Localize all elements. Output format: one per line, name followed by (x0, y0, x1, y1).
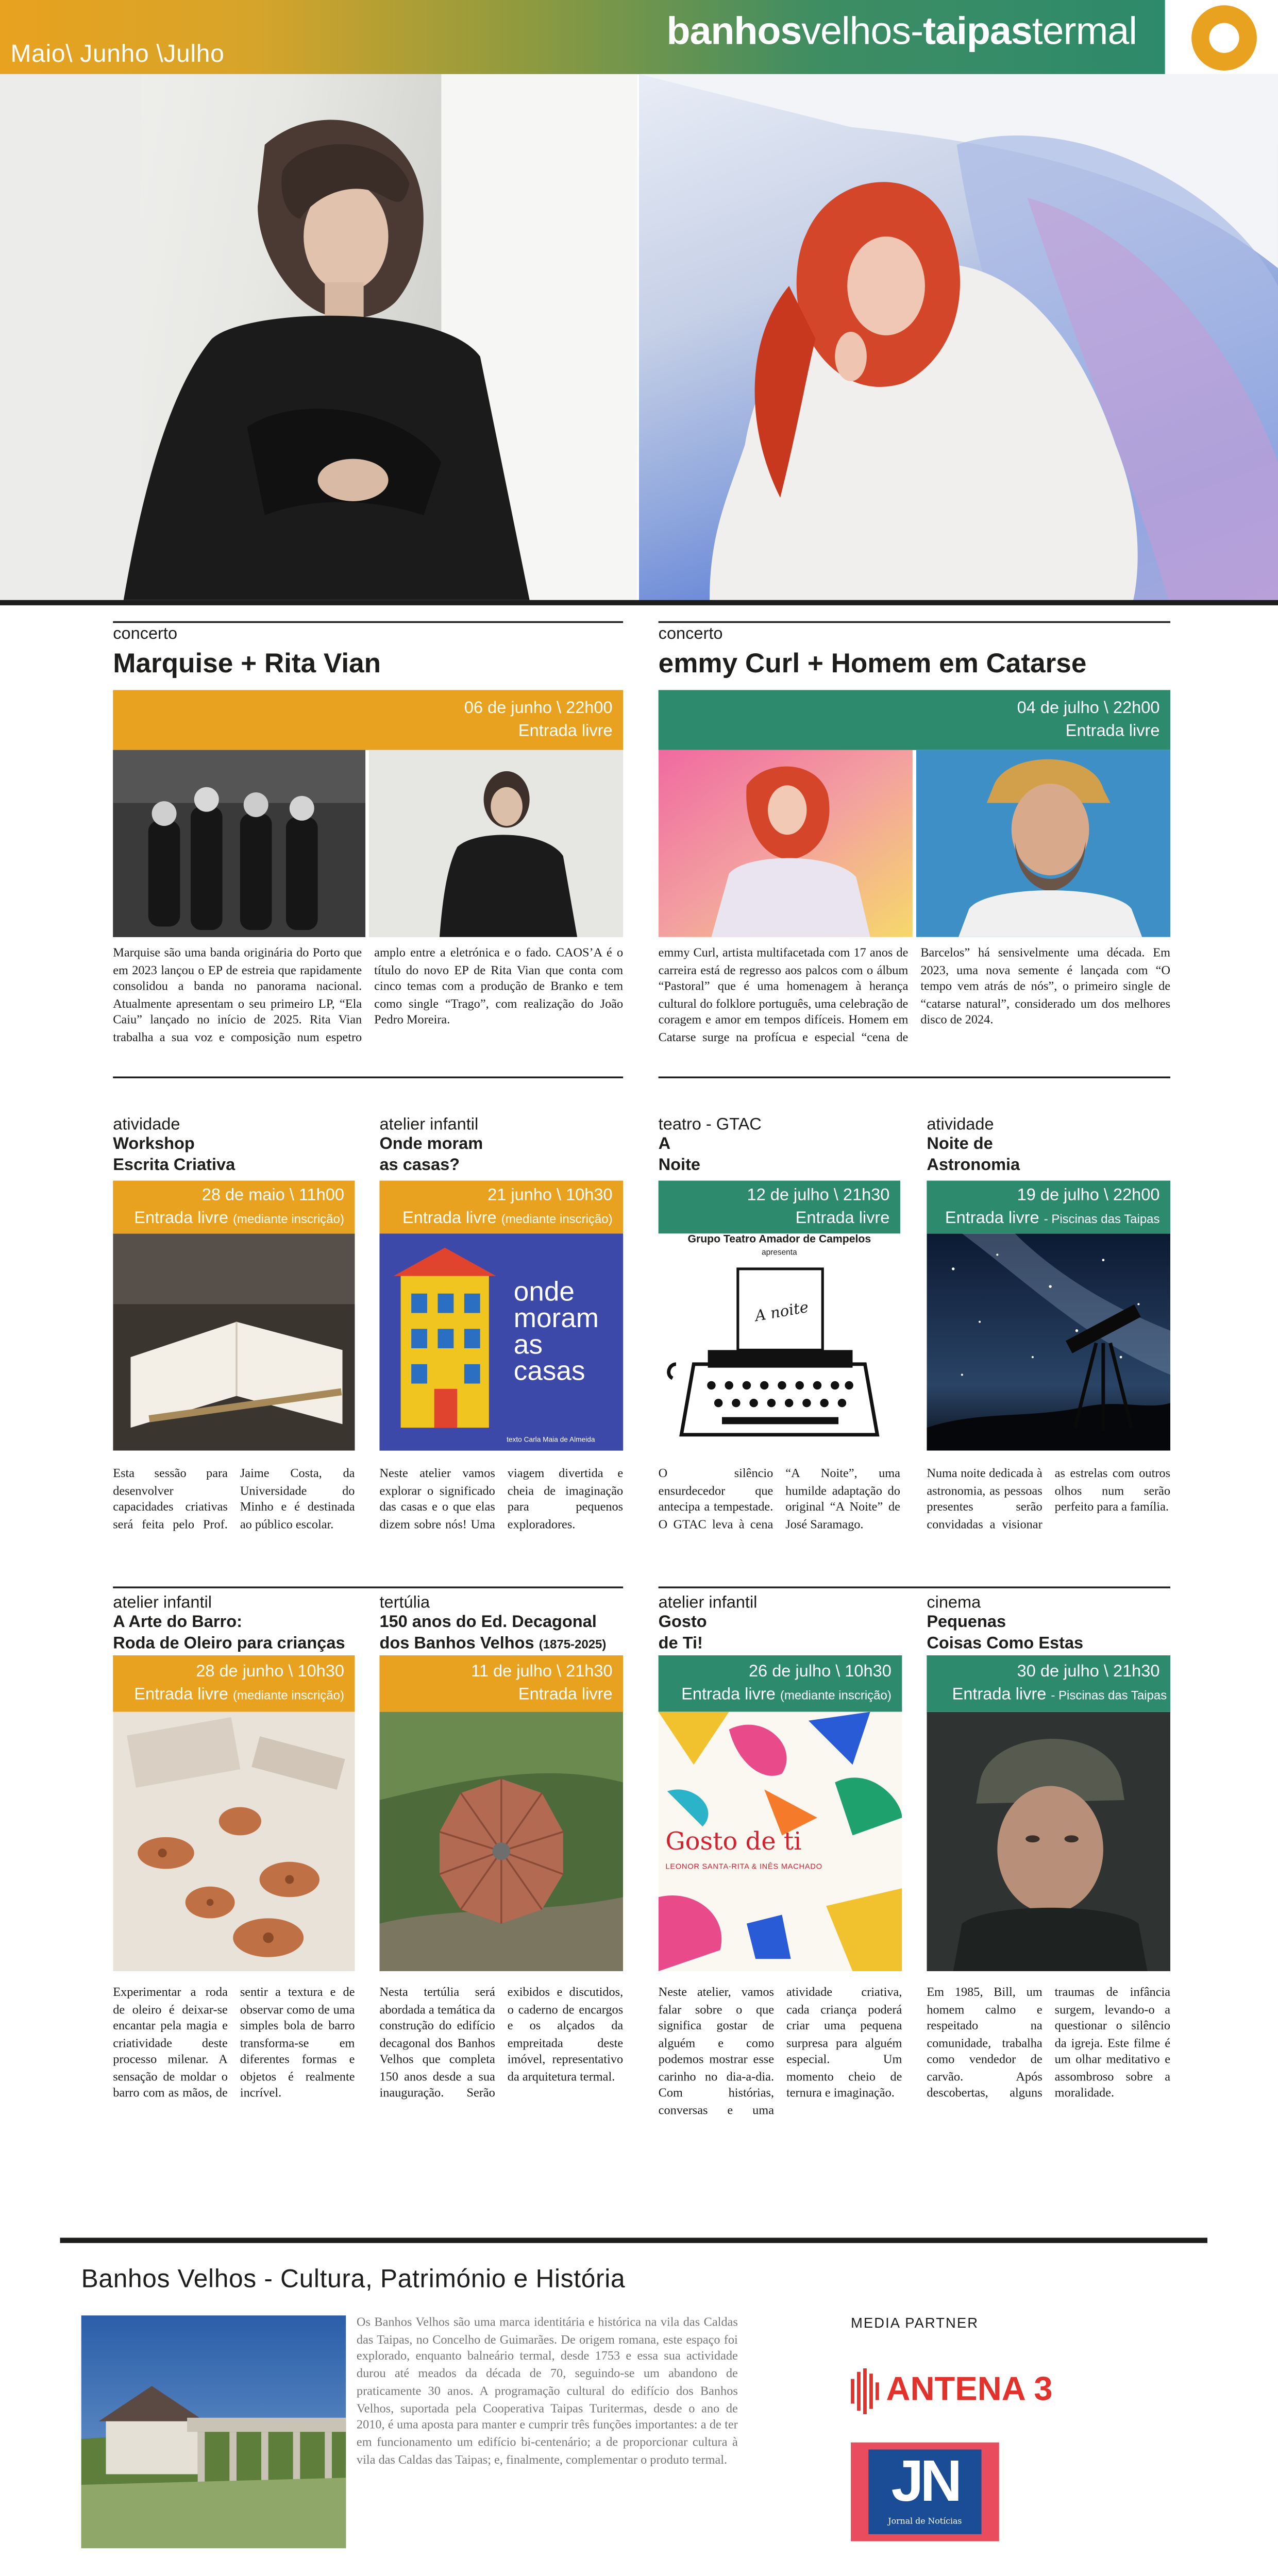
event-description: Numa noite dedicada à astronomia, as pessoas presentes serão convidadas a visionar as estrelas com outros olhos num serão perfeito para a família. (927, 1466, 1171, 1531)
concert-rule-top (113, 621, 623, 623)
book-author: texto Carla Maia de Almeida (507, 1434, 595, 1444)
event-description: Nesta tertúlia será abordada a temática da construção do edifício decagonal dos Banhos Velhos que completa 150 anos desde a sua inauguração. Serão exibidos e discutidos, o caderno de encargos e os alçados da empreitada deste imóvel, representativo da arquitetura termal. (379, 1985, 624, 2100)
event-date: 12 de julho \ 21h30 (747, 1185, 890, 1206)
event-category: atividade (927, 1115, 994, 1135)
event-date-bar (379, 1655, 623, 1712)
concert-title: emmy Curl + Homem em Catarse (658, 649, 1087, 680)
event-date: 28 de maio \ 11h00 (201, 1185, 344, 1206)
event-category: atelier infantil (658, 1594, 758, 1613)
antena3-logo: ANTENA 3 (886, 2371, 1053, 2409)
event-entry: Entrada livre (mediante inscrição) (134, 1685, 344, 1705)
concert-description: Marquise são uma banda originária do Porto que em 2023 lançou o EP de estreia que rapidamente consolidou a banda no panorama nacional. Atualmente apresentam o seu primeiro LP, “Ela Caiu” lançado no início de 2025. Rita Vian trabalha a sua voz e composição num espetro amplo entre a eletrónica e o fado. CAOS’A é o título do novo EP de Rita Vian que conta com cinco temas com a produção de Branko e tem como single “Trago”, com realização do João Pedro Moreira. (113, 946, 624, 1044)
event-title: 150 anos do Ed. Decagonal dos Banhos Velhos (1875-2025) (379, 1613, 607, 1653)
event-date-bar (379, 1181, 623, 1234)
event-title: A Noite (658, 1134, 701, 1175)
photo-night-sky-telescope (927, 1233, 1170, 1450)
poster-presents: apresenta (762, 1247, 797, 1257)
event-date: 11 de julho \ 21h30 (471, 1662, 613, 1682)
media-partner-label: MEDIA PARTNER (851, 2315, 979, 2331)
event-entry: Entrada livre (mediante inscrição) (134, 1209, 344, 1229)
jn-logo: JN Jornal de Notícias (851, 2443, 999, 2541)
event-date-bar (927, 1655, 1170, 1712)
hero-separator (0, 600, 1278, 605)
header-logo (1191, 5, 1257, 71)
photo-decagonal-building-aerial (379, 1712, 623, 1972)
event-date-bar (659, 1655, 902, 1712)
event-category: tertúlia (379, 1594, 430, 1613)
event-title: Gosto de Ti! (658, 1613, 707, 1653)
event-entry: Entrada livre (mediante inscrição) (402, 1209, 613, 1229)
book-title: Gosto de ti (665, 1828, 802, 1857)
photo-emmy-curl (659, 750, 913, 937)
photo-banhos-velhos-building (81, 2315, 346, 2548)
event-entry: Entrada livre - Piscinas das Taipas (945, 1209, 1160, 1229)
event-title: Pequenas Coisas Como Estas (927, 1613, 1084, 1653)
event-date: 19 de julho \ 22h00 (1017, 1185, 1160, 1206)
event-entry: Entrada livre (mediante inscrição) (681, 1685, 892, 1705)
event-date: 21 junho \ 10h30 (487, 1185, 613, 1206)
event-entry: Entrada livre (795, 1209, 890, 1229)
event-category: teatro - GTAC (658, 1115, 762, 1135)
footer-title: Banhos Velhos - Cultura, Património e História (81, 2266, 626, 2295)
book-cover-gosto-de-ti (659, 1712, 902, 1972)
book-cover-onde-moram (379, 1233, 623, 1450)
event-category: atelier infantil (379, 1115, 479, 1135)
book-title: onde moram as casas (513, 1277, 599, 1387)
event-category: atividade (113, 1115, 180, 1135)
event-date-bar (113, 1655, 355, 1712)
photo-homem-em-catarse (916, 750, 1170, 937)
event-title: Onde moram as casas? (379, 1134, 483, 1175)
event-description: Neste atelier vamos explorar o significado das casas e o que elas dizem sobre nós! Uma viagem divertida e cheia de imaginação para pequenos exploradores. (379, 1466, 624, 1531)
concert-category: concerto (113, 624, 178, 645)
event-date-bar (113, 1181, 355, 1234)
concert-rule-bottom (659, 1076, 1170, 1078)
event-title: A Arte do Barro: Roda de Oleiro para crianças (113, 1613, 345, 1653)
event-entry: Entrada livre - Piscinas das Taipas (952, 1685, 1167, 1705)
event-description: O silêncio ensurdecedor que antecipa a tempestade. O GTAC leva à cena “A Noite”, uma humilde adaptação do original “A Noite” de José Saramago. (658, 1466, 900, 1531)
concert-rule-bottom (113, 1076, 623, 1078)
event-category: cinema (927, 1594, 981, 1613)
photo-notebook (113, 1233, 355, 1450)
concert-title: Marquise + Rita Vian (113, 649, 381, 680)
event-date-bar (659, 1181, 900, 1234)
photo-marquise-band (113, 750, 365, 937)
row-divider (113, 1586, 623, 1588)
event-title: Workshop Escrita Criativa (113, 1134, 236, 1175)
hero-photo-emmy-curl (639, 74, 1278, 600)
photo-rita-vian (369, 750, 623, 937)
concert-date: 06 de junho \ 22h00 (464, 699, 613, 719)
book-authors: LEONOR SANTA-RITA & INÊS MACHADO (665, 1861, 822, 1871)
event-category: atelier infantil (113, 1594, 212, 1613)
footer-rule (60, 2238, 1207, 2243)
poster-title: A noite (753, 1299, 811, 1327)
concert-date-bar (659, 690, 1170, 750)
concert-category: concerto (658, 624, 723, 645)
event-description: Experimentar a roda de oleiro é deixar-se encantar pela magia e criatividade deste processo milenar. A sensação de moldar o barro com as mãos, de sentir a textura e de observar como de uma simples bola de barro transforma-se em diferentes formas e objetos é realmente incrível. (113, 1985, 355, 2100)
poster-group: Grupo Teatro Amador de Campelos (687, 1233, 871, 1246)
event-description: Em 1985, Bill, um homem calmo e respeitado na comunidade, trabalha como vendedor de carvão. Após descobertas, alguns traumas de infância surgem, levando-o a questionar o silêncio da igreja. Este filme é um olhar meditativo e assombroso sobre a moralidade. (927, 1985, 1171, 2100)
concert-entry: Entrada livre (518, 721, 613, 741)
header-months: Maio\ Junho \Julho (10, 39, 225, 67)
concert-date: 04 de julho \ 22h00 (1017, 699, 1160, 719)
event-description: Neste atelier, vamos falar sobre o que significa gostar de alguém e como podemos mostrar esse carinho no dia-a-dia. Com histórias, conversas e uma atividade criativa, cada criança poderá criar uma pequena surpresa para alguém especial. Um momento cheio de ternura e imaginação. (658, 1985, 902, 2117)
event-date: 26 de julho \ 10h30 (748, 1662, 892, 1682)
event-date: 28 de junho \ 10h30 (196, 1662, 344, 1682)
antena3-icon (851, 2368, 879, 2414)
concert-rule-top (659, 621, 1170, 623)
concert-description: emmy Curl, artista multifacetada com 17 anos de carreira está de regresso aos palcos com o álbum “Pastoral” que é uma homenagem à herança cultural do folklore português, uma celebração de coragem e amor em tempos difíceis. Homem em Catarse surge na profícua e especial “cena de Barcelos” há sensivelmente uma década. Em 2023, uma nova semente é lançada com “O tempo vem atrás de nós”, o primeiro single de “catarse natural”, considerado um dos melhores disco de 2024. (658, 946, 1171, 1044)
poster-a-noite (659, 1233, 900, 1450)
photo-cinema-still (927, 1712, 1170, 1972)
hero-photo-rita-vian (0, 74, 637, 600)
event-date-bar (927, 1181, 1170, 1234)
header-brand: banhosvelhos-taipastermal (666, 9, 1137, 53)
event-description: Esta sessão para desenvolver capacidades criativas será feita pelo Prof. Jaime Costa, da Universidade do Minho e é destinada ao público escolar. (113, 1466, 355, 1531)
footer-description: Os Banhos Velhos são uma marca identitária e histórica na vila das Caldas das Taipas, no Concelho de Guimarães. De origem romana, este espaço foi explorado, enquanto balneário termal, desde 1753 e essa sua actividade durou até meados da década de 70, seguindo-se um abandono de praticamente 30 anos. A programação cultural do edifício dos Banhos Velhos, suportada pela Cooperativa Taipas Turitermas, desde o ano de 2010, é uma aposta para manter e cumprir três funções importantes: a de ter em funcionamento um edifício bi-centenário; a de proporcionar cultura à vila das Caldas das Taipas; e, finalmente, complementar o produto termal. (356, 2315, 738, 2467)
event-title: Noite de Astronomia (927, 1134, 1020, 1175)
concert-date-bar (113, 690, 623, 750)
row-divider (659, 1586, 1170, 1588)
event-entry: Entrada livre (518, 1685, 613, 1705)
event-date: 30 de julho \ 21h30 (1017, 1662, 1160, 1682)
concert-entry: Entrada livre (1065, 721, 1160, 741)
photo-clay-pieces (113, 1712, 355, 1972)
